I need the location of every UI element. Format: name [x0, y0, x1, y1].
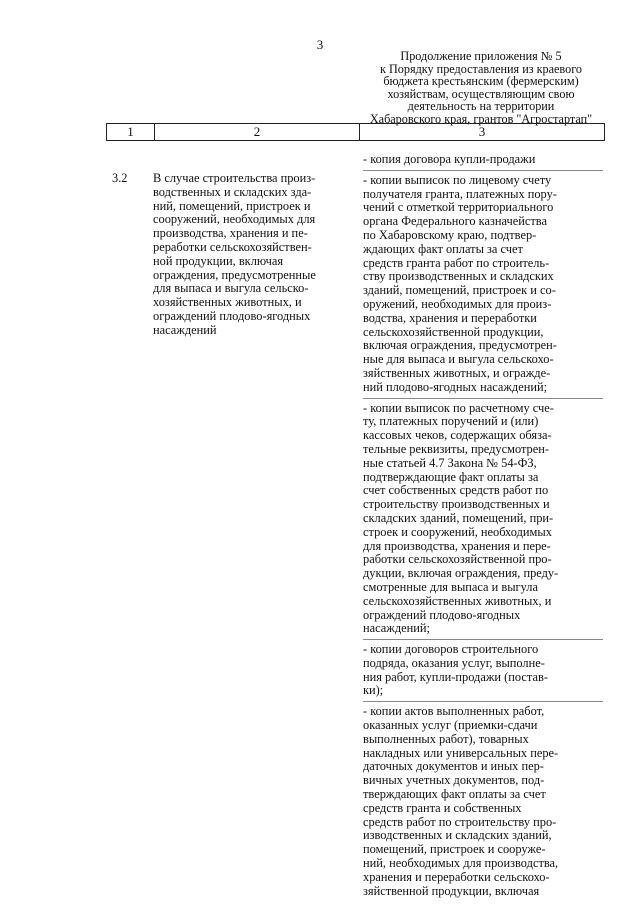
document-line: строек и сооружений, необходимых: [363, 524, 552, 539]
column-number-3: 3: [360, 124, 605, 141]
document-line: ний плодово-ягодных насаждений;: [363, 379, 548, 394]
document-line: ству производственных и складских: [363, 269, 554, 284]
document-line: ний, необходимых для производства,: [363, 856, 559, 871]
document-line: ки);: [363, 683, 384, 698]
document-line: работки сельскохозяйственной про-: [363, 552, 552, 567]
description-line: реработки сельскохозяйствен-: [153, 239, 312, 254]
document-line: ту, платежных поручений и (или): [363, 414, 539, 429]
document-line: органа Федерального казначейства: [363, 214, 547, 229]
item-divider: [363, 639, 603, 640]
description-line: ограждения, предусмотренные: [153, 267, 316, 282]
document-line: сельскохозяйственных животных, и: [363, 593, 552, 608]
document-line: по Хабаровскому краю, подтвер-: [363, 227, 537, 242]
description-line: производства, хранения и пе-: [153, 226, 308, 241]
description-line: хозяйственных животных, и: [153, 295, 302, 310]
description-line: ной продукции, включая: [153, 253, 284, 268]
row-description: [153, 172, 353, 338]
document-line: даточных документов и иных пер-: [363, 759, 544, 774]
column-number-1: 1: [107, 124, 155, 141]
document-item: [363, 402, 605, 637]
document-line: ные для выпаса и выгула сельскохо-: [363, 352, 554, 367]
column-number-2: 2: [155, 124, 360, 141]
document-line: складских зданий, помещений, при-: [363, 510, 554, 525]
document-line: зяйственных животных, и огражде-: [363, 365, 551, 380]
document-line: зданий, помещений, пристроек и со-: [363, 283, 556, 298]
document-item: [363, 174, 605, 395]
document-line: строительству производственных и: [363, 497, 550, 512]
document-line: оружений, необходимых для произ-: [363, 296, 552, 311]
item-divider: [363, 170, 603, 171]
document-line: для производства, хранения и пере-: [363, 538, 551, 553]
header-note-line: хозяйствам, осуществляющим свою: [387, 86, 575, 101]
item-divider: [363, 701, 603, 702]
document-line: помещений, пристроек и сооруже-: [363, 842, 546, 857]
document-line: смотренные для выпаса и выгула: [363, 579, 538, 594]
document-line: зяйственной продукции, включая: [363, 883, 540, 898]
document-line: изводственных и складских зданий,: [363, 828, 552, 843]
document-item: [363, 705, 605, 898]
document-line: - копии договоров строительного: [363, 642, 539, 657]
document-line: насаждений;: [363, 621, 430, 636]
column-number-table: [106, 123, 605, 141]
document-line: ные статьей 4.7 Закона № 54-ФЗ,: [363, 455, 537, 470]
document-line: ограждений плодово-ягодных: [363, 607, 521, 622]
document-item: [363, 643, 605, 698]
page-number: 3: [316, 37, 324, 52]
document-line: тельные реквизиты, предусмотрен-: [363, 441, 550, 456]
document-line: средств гранта работ по строитель-: [363, 255, 550, 270]
document-line: - копии выписок по лицевому счету: [363, 172, 552, 187]
document-line: - копия договора купли-продажи: [363, 152, 536, 166]
document-line: выполненных работ), товарных: [363, 731, 529, 746]
description-line: ний, помещений, пристроек и: [153, 198, 311, 213]
document-item: [363, 153, 605, 167]
document-line: оказанных услуг (приемки-сдачи: [363, 718, 538, 733]
description-line: насаждений: [153, 322, 217, 337]
required-documents-list: [363, 153, 605, 898]
document-line: накладных или универсальных пере-: [363, 745, 559, 760]
document-line: - копии актов выполненных работ,: [363, 704, 545, 719]
item-divider: [363, 398, 603, 399]
document-line: средств работ по строительству про-: [363, 814, 557, 829]
header-note-line: деятельность на территории: [407, 99, 555, 114]
header-note-line: Хабаровского края, грантов "Агростартап": [369, 111, 593, 126]
document-line: вичных учетных документов, под-: [363, 773, 545, 788]
column-number-row: [107, 124, 605, 141]
description-line: для выпаса и выгула сельско-: [153, 281, 309, 296]
document-line: - копии выписок по расчетному сче-: [363, 400, 554, 415]
document-line: чений с отметкой территориального: [363, 200, 554, 215]
document-line: водства, хранения и переработки: [363, 310, 537, 325]
document-line: тверждающих факт оплаты за счет: [363, 787, 546, 802]
appendix-header-note: [358, 50, 604, 126]
header-note-line: бюджета крестьянским (фермерским): [383, 74, 579, 89]
document-line: кассовых чеков, содержащих обяза-: [363, 428, 552, 443]
document-line: ния работ, купли-продажи (постав-: [363, 669, 548, 684]
document-line: включая ограждения, предусмотрен-: [363, 338, 557, 353]
document-line: сельскохозяйственной продукции,: [363, 324, 544, 339]
document-line: подряда, оказания услуг, выполне-: [363, 655, 545, 670]
header-note-line: Продолжение приложения № 5: [400, 49, 562, 63]
document-line: средств гранта и собственных: [363, 800, 522, 815]
document-line: ждающих факт оплаты за счет: [363, 241, 523, 256]
document-line: дукции, включая ограждения, преду-: [363, 566, 559, 581]
row-number: 3.2: [112, 171, 128, 185]
description-line: сооружений, необходимых для: [153, 212, 316, 227]
document-line: хранения и переработки сельскохо-: [363, 869, 550, 884]
description-line: В случае строительства произ-: [153, 171, 316, 185]
description-line: ограждений плодово-ягодных: [153, 308, 311, 323]
description-line: водственных и складских зда-: [153, 184, 312, 199]
document-line: подтверждающие факт оплаты за: [363, 469, 539, 484]
document-line: счет собственных средств работ по: [363, 483, 549, 498]
document-line: получателя гранта, платежных пору-: [363, 186, 557, 201]
header-note-line: к Порядку предоставления из краевого: [380, 61, 582, 76]
